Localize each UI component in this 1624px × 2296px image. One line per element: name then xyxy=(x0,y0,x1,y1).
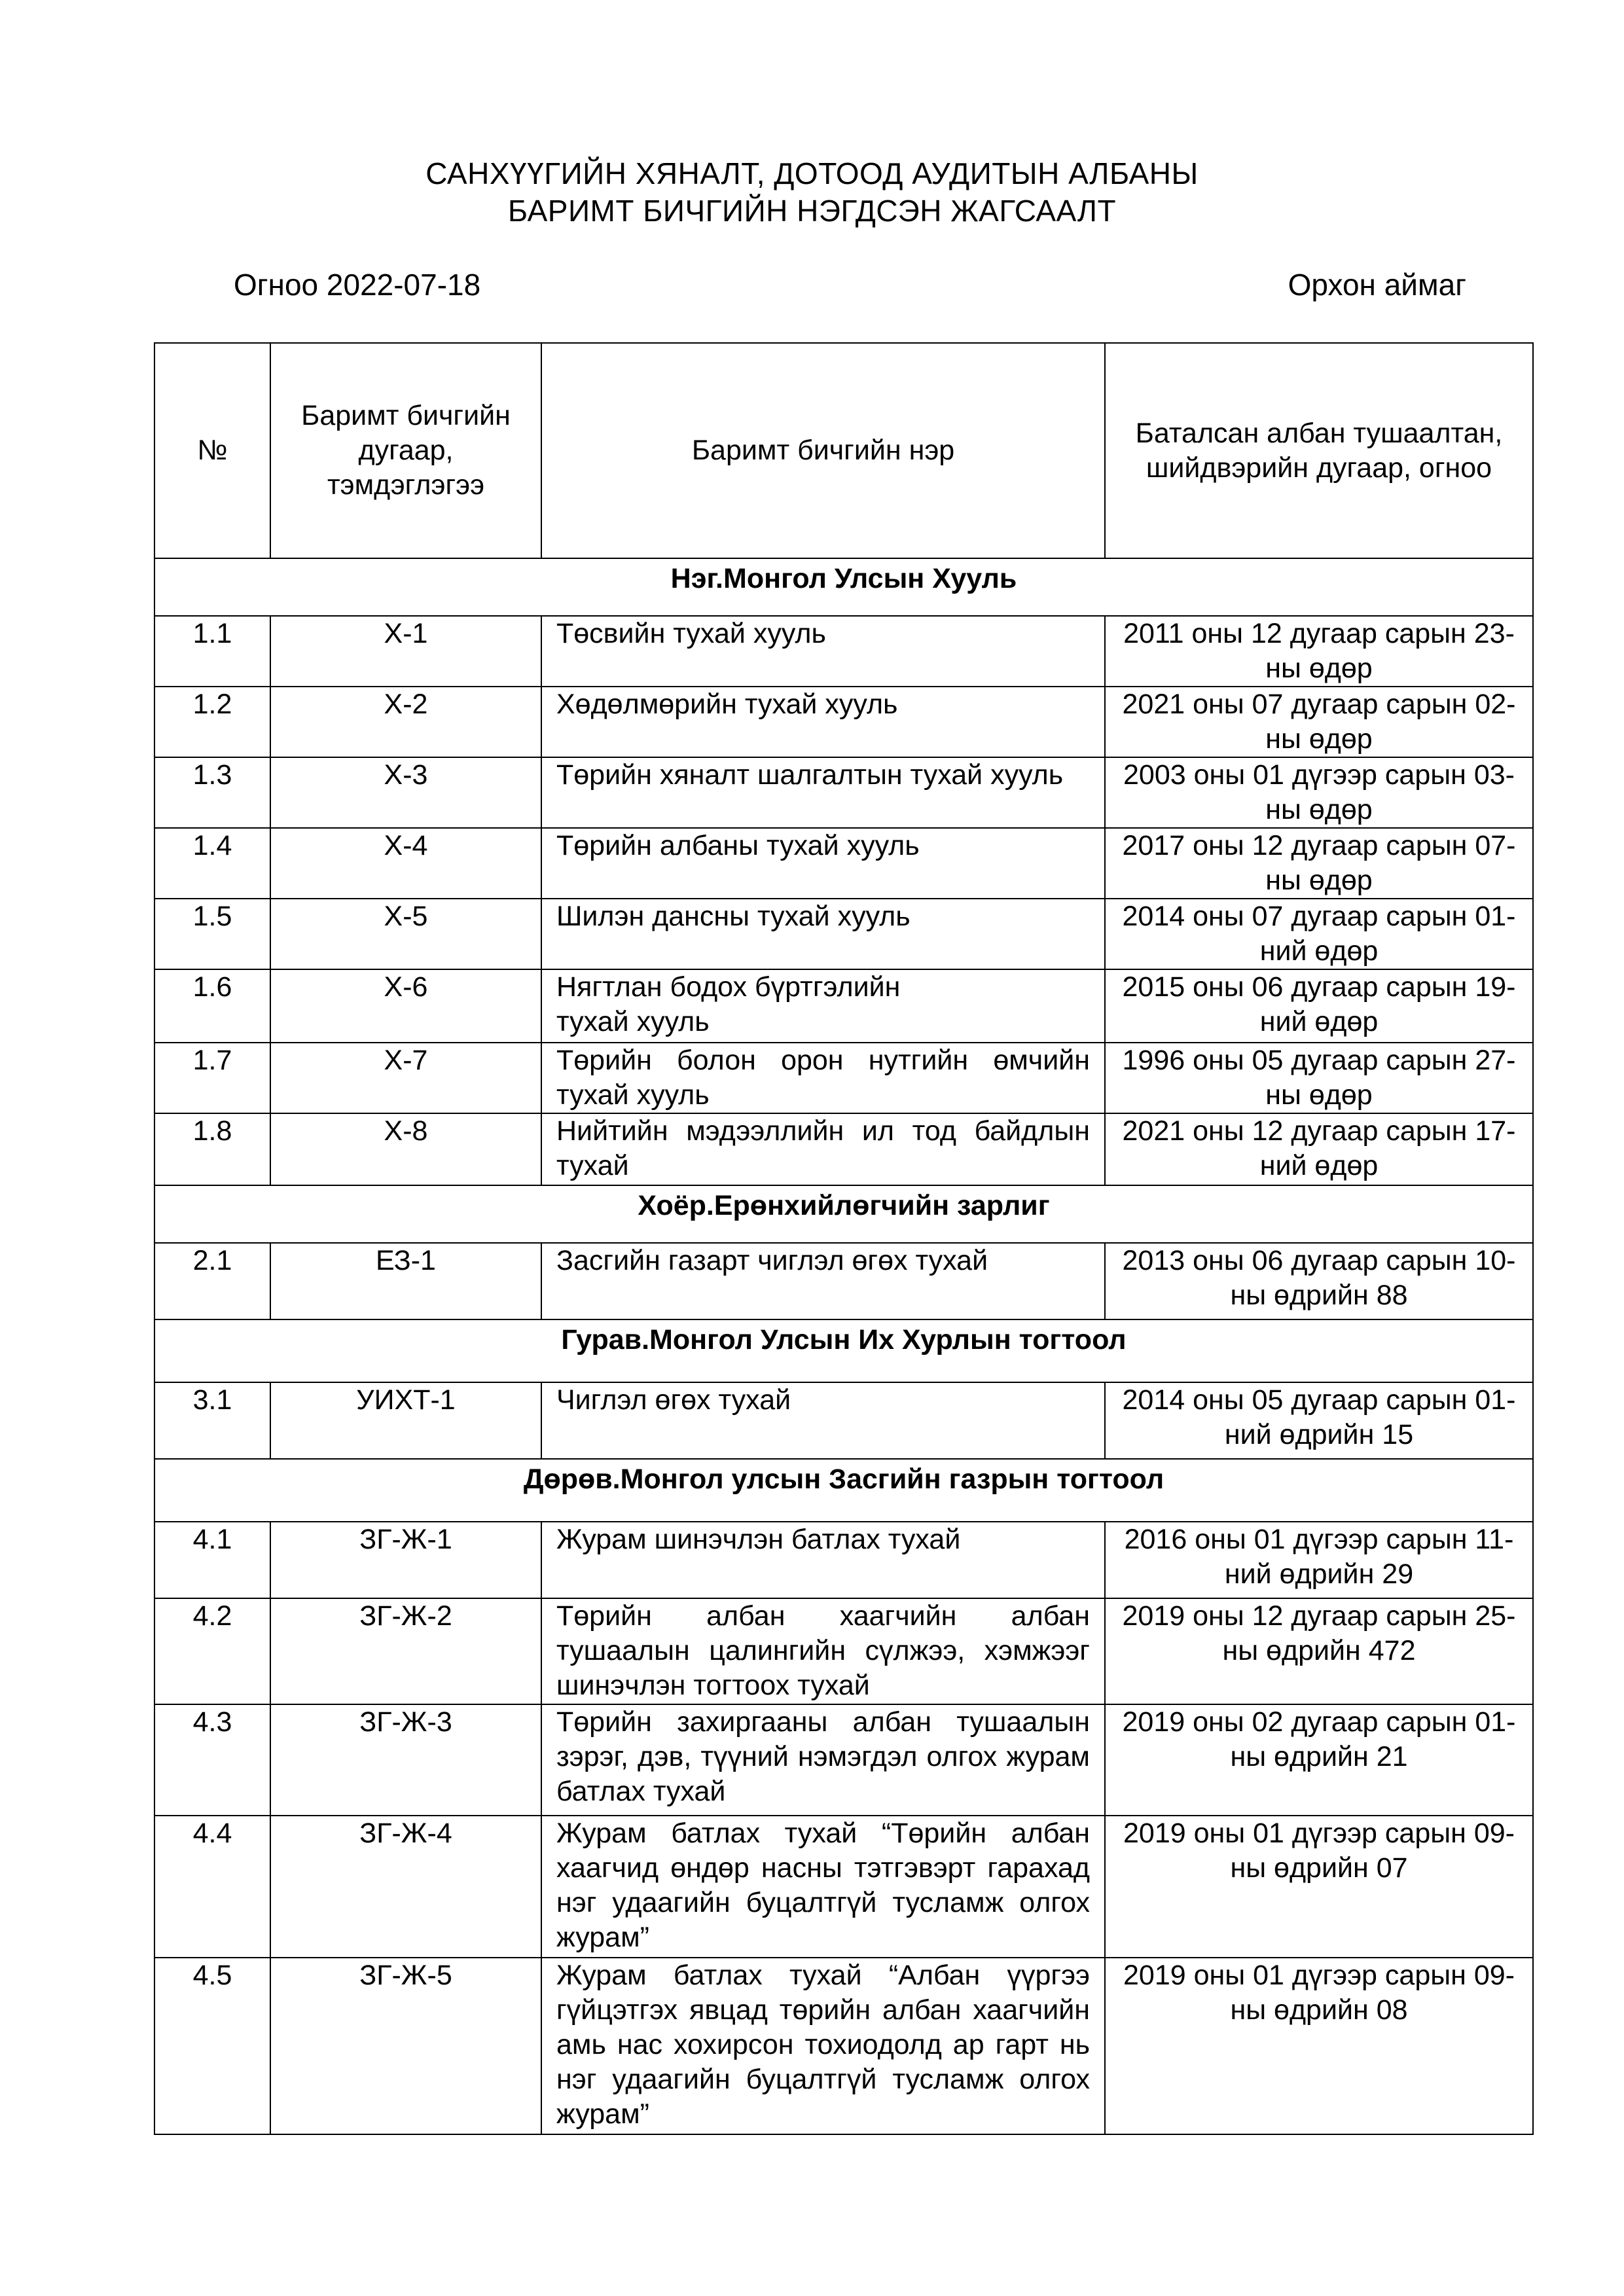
row-doc-name: Төрийн хяналт шалгалтын тухай хууль xyxy=(541,757,1105,828)
row-doc-code: ЗГ-Ж-5 xyxy=(270,1958,541,2134)
row-doc-code: Х-4 xyxy=(270,828,541,899)
section-title: Дөрөв.Монгол улсын Засгийн газрын тогтоол xyxy=(154,1459,1533,1522)
column-header-doc-code: Баримт бичгийн дугаар, тэмдэглэгээ xyxy=(270,343,541,558)
table-row xyxy=(154,899,1533,969)
table-row xyxy=(154,828,1533,899)
row-approval: 2014 оны 07 дугаар сарын 01-ний өдөр xyxy=(1105,899,1533,969)
row-doc-name: Нягтлан бодох бүртгэлийн тухай хууль xyxy=(541,969,1105,1043)
row-number: 1.5 xyxy=(154,899,270,969)
row-number: 1.6 xyxy=(154,969,270,1043)
section-title: Хоёр.Ерөнхийлөгчийн зарлиг xyxy=(154,1185,1533,1243)
row-doc-name: Төрийн албан хаагчийн албан тушаалын цалингийн сүлжээ, хэмжээг шинэчлэн тогтоох тухай xyxy=(541,1598,1105,1704)
section-row xyxy=(154,1185,1533,1243)
row-doc-name: Төсвийн тухай хууль xyxy=(541,616,1105,687)
column-header-approval: Баталсан албан тушаалтан, шийдвэрийн дугаар, огноо xyxy=(1105,343,1533,558)
section-row xyxy=(154,1459,1533,1522)
documents-table xyxy=(154,342,1534,2135)
row-approval: 2015 оны 06 дугаар сарын 19-ний өдөр xyxy=(1105,969,1533,1043)
row-approval: 2021 оны 12 дугаар сарын 17-ний өдөр xyxy=(1105,1113,1533,1185)
column-header-number: № xyxy=(154,343,270,558)
table-row xyxy=(154,969,1533,1043)
row-doc-code: ЗГ-Ж-3 xyxy=(270,1704,541,1816)
row-number: 3.1 xyxy=(154,1382,270,1459)
row-number: 1.8 xyxy=(154,1113,270,1185)
row-approval: 2019 оны 01 дүгээр сарын 09-ны өдрийн 08 xyxy=(1105,1958,1533,2134)
row-approval: 2011 оны 12 дугаар сарын 23-ны өдөр xyxy=(1105,616,1533,687)
row-number: 4.3 xyxy=(154,1704,270,1816)
table-row xyxy=(154,687,1533,757)
row-number: 1.3 xyxy=(154,757,270,828)
row-doc-code: Х-2 xyxy=(270,687,541,757)
row-doc-name: Журам шинэчлэн батлах тухай xyxy=(541,1522,1105,1598)
section-row xyxy=(154,558,1533,616)
row-doc-name: Журам батлах тухай “Албан үүргээ гүйцэтгэх явцад төрийн албан хаагчийн амь нас хохирсон тохиодолд ар гарт нь нэг удаагийн буцалтгүй тусламж олгох журам” xyxy=(541,1958,1105,2134)
row-doc-code: ЗГ-Ж-4 xyxy=(270,1816,541,1958)
row-approval: 2017 оны 12 дугаар сарын 07-ны өдөр xyxy=(1105,828,1533,899)
row-doc-name: Хөдөлмөрийн тухай хууль xyxy=(541,687,1105,757)
row-doc-name: Шилэн дансны тухай хууль xyxy=(541,899,1105,969)
document-date: Огноо 2022-07-18 xyxy=(234,268,481,302)
table-row xyxy=(154,1816,1533,1958)
row-approval: 2003 оны 01 дүгээр сарын 03-ны өдөр xyxy=(1105,757,1533,828)
table-header-row xyxy=(154,343,1533,558)
section-row xyxy=(154,1319,1533,1382)
table-row xyxy=(154,1958,1533,2134)
row-doc-code: Х-1 xyxy=(270,616,541,687)
document-region: Орхон аймаг xyxy=(1288,268,1466,302)
row-doc-code: Х-8 xyxy=(270,1113,541,1185)
table-row xyxy=(154,1382,1533,1459)
row-doc-name: Журам батлах тухай “Төрийн албан хаагчид өндөр насны тэтгэвэрт гарахад нэг удаагийн буцалтгүй тусламж олгох журам” xyxy=(541,1816,1105,1958)
row-approval: 2021 оны 07 дугаар сарын 02-ны өдөр xyxy=(1105,687,1533,757)
row-doc-code: УИХТ-1 xyxy=(270,1382,541,1459)
row-number: 1.1 xyxy=(154,616,270,687)
row-doc-name: Нийтийн мэдээллийн ил тод байдлын тухай xyxy=(541,1113,1105,1185)
row-number: 1.7 xyxy=(154,1043,270,1113)
column-header-doc-name: Баримт бичгийн нэр xyxy=(541,343,1105,558)
row-doc-name: Чиглэл өгөх тухай xyxy=(541,1382,1105,1459)
section-title: Гурав.Монгол Улсын Их Хурлын тогтоол xyxy=(154,1319,1533,1382)
row-doc-code: Х-3 xyxy=(270,757,541,828)
row-doc-name: Төрийн албаны тухай хууль xyxy=(541,828,1105,899)
row-number: 4.2 xyxy=(154,1598,270,1704)
row-doc-name: Засгийн газарт чиглэл өгөх тухай xyxy=(541,1243,1105,1319)
row-approval: 2014 оны 05 дугаар сарын 01-ний өдрийн 15 xyxy=(1105,1382,1533,1459)
table-row xyxy=(154,1598,1533,1704)
table-row xyxy=(154,616,1533,687)
table-row xyxy=(154,1522,1533,1598)
table-row xyxy=(154,1243,1533,1319)
document-title-line-1: САНХҮҮГИЙН ХЯНАЛТ, ДОТООД АУДИТЫН АЛБАНЫ xyxy=(425,156,1199,190)
row-number: 2.1 xyxy=(154,1243,270,1319)
row-doc-code: ЗГ-Ж-1 xyxy=(270,1522,541,1598)
row-doc-name: Төрийн болон орон нутгийн өмчийн тухай хууль xyxy=(541,1043,1105,1113)
row-approval: 2019 оны 01 дүгээр сарын 09-ны өдрийн 07 xyxy=(1105,1816,1533,1958)
table-row xyxy=(154,1043,1533,1113)
row-approval: 2019 оны 12 дугаар сарын 25-ны өдрийн 472 xyxy=(1105,1598,1533,1704)
row-number: 4.4 xyxy=(154,1816,270,1958)
row-number: 1.4 xyxy=(154,828,270,899)
row-doc-code: ЕЗ-1 xyxy=(270,1243,541,1319)
row-approval: 2013 оны 06 дугаар сарын 10-ны өдрийн 88 xyxy=(1105,1243,1533,1319)
section-title: Нэг.Монгол Улсын Хууль xyxy=(154,558,1533,616)
row-number: 4.1 xyxy=(154,1522,270,1598)
document-title-line-2: БАРИМТ БИЧГИЙН НЭГДСЭН ЖАГСААЛТ xyxy=(507,194,1117,228)
row-approval: 1996 оны 05 дугаар сарын 27-ны өдөр xyxy=(1105,1043,1533,1113)
table-row xyxy=(154,757,1533,828)
row-doc-name: Төрийн захиргааны албан тушаалын зэрэг, дэв, түүний нэмэгдэл олгох журам батлах тухай xyxy=(541,1704,1105,1816)
row-approval: 2016 оны 01 дүгээр сарын 11-ний өдрийн 29 xyxy=(1105,1522,1533,1598)
row-number: 4.5 xyxy=(154,1958,270,2134)
row-doc-code: Х-6 xyxy=(270,969,541,1043)
row-doc-code: ЗГ-Ж-2 xyxy=(270,1598,541,1704)
row-doc-code: Х-7 xyxy=(270,1043,541,1113)
table-row xyxy=(154,1113,1533,1185)
row-approval: 2019 оны 02 дугаар сарын 01-ны өдрийн 21 xyxy=(1105,1704,1533,1816)
row-number: 1.2 xyxy=(154,687,270,757)
row-doc-code: Х-5 xyxy=(270,899,541,969)
table-row xyxy=(154,1704,1533,1816)
